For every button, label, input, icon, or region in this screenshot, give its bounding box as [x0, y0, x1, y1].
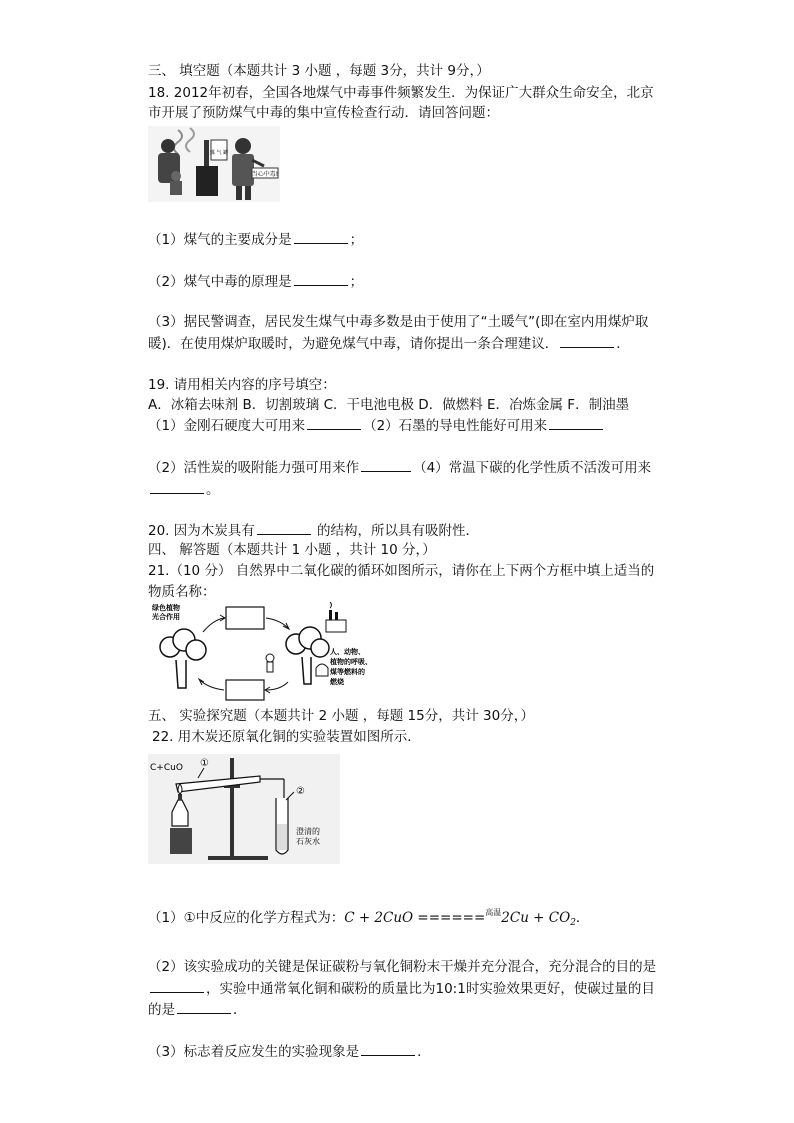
equation-lhs: C + 2CuO — [344, 910, 414, 926]
answer-blank[interactable] — [294, 230, 348, 244]
answer-blank[interactable] — [560, 334, 614, 348]
q19-part1-2: （1）金刚石硬度大可用来 （2）石墨的导电性能好可用来 — [148, 416, 605, 435]
q18-part2: （2）煤气中毒的原理是 ； — [148, 274, 364, 290]
answer-blank[interactable] — [549, 416, 603, 430]
q22-stem: 22. 用木炭还原氧化铜的实验装置如图所示． — [152, 729, 421, 745]
answer-blank[interactable] — [177, 1000, 231, 1014]
answer-blank[interactable] — [307, 416, 361, 430]
limewater-label: 澄清的石灰水 — [296, 827, 320, 846]
q21-stem-line1: 21.（10 分） 自然界中二氧化碳的循环如图所示，请你在上下两个方框中填上适当的 — [148, 563, 655, 579]
reactants-label: C+CuO — [150, 763, 183, 773]
q18-stem-line1: 18. 2012年初春，全国各地煤气中毒事件频繁发生．为保证广大群众生命安全，北京 — [148, 85, 654, 101]
section-4-title: 四、 解答题（本题共计 1 小题 ，共计 10 分，） — [148, 542, 436, 558]
q18-part3-line1: （3）据民警调查，居民发生煤气中毒多数是由于使用了“土暖气”(即在室内用煤炉取 — [148, 314, 649, 330]
answer-blank[interactable] — [294, 272, 348, 286]
q20-stem: 20. 因为木炭具有 的结构，所以具有吸附性． — [148, 523, 480, 539]
q19-stem: 19. 请用相关内容的序号填空： — [148, 377, 336, 393]
label-1: ① — [200, 758, 209, 769]
section-5-title: 五、 实验探究题（本题共计 2 小题 ，每题 15分，共计 30分，） — [148, 708, 534, 724]
q22-part3: （3）标志着反应发生的实验现象是 ． — [148, 1044, 431, 1060]
equation-arrow: ====== — [417, 910, 486, 926]
q18-figure-gas-poisoning — [148, 126, 280, 206]
q21-stem-line2: 物质名称： — [148, 584, 216, 600]
answer-blank[interactable] — [150, 480, 204, 494]
q19-part3-4: （2）活性炭的吸附能力强可用来作 （4）常温下碳的化学性质不活泼可用来 — [148, 460, 652, 476]
q18-part3-line2: 暖)．在使用煤炉取暖时，为避免煤气中毒，请你提出一条合理建议． ． — [148, 336, 630, 352]
q22-figure-apparatus — [148, 754, 340, 868]
equation-rhs: 2Cu + CO — [501, 910, 571, 926]
q22-part2-line1: （2）该实验成功的关键是保证碳粉与氧化铜粉末干燥并充分混合，充分混合的目的是 — [148, 959, 657, 975]
top-answer-box[interactable] — [226, 607, 264, 629]
q18-part1: （1）煤气的主要成分是 ； — [148, 232, 364, 248]
section-3-title: 三、 填空题（本题共计 3 小题 ，每题 3分，共计 9分，） — [148, 63, 490, 79]
q22-part2-line3: 的是 ． — [148, 1002, 247, 1018]
q21-figure-co2-cycle — [148, 602, 388, 706]
equation-condition: 高温 — [485, 908, 502, 917]
q18-stem-line2: 市开展了预防煤气中毒的集中宣传检查行动．请回答问题： — [148, 105, 499, 121]
answer-blank[interactable] — [150, 979, 204, 993]
q22-part2-line2: ，实验中通常氧化铜和碳粉的质量比为10:1时实验效果更好，使碳过量的目 — [148, 979, 655, 998]
answer-blank[interactable] — [257, 521, 311, 535]
answer-blank[interactable] — [361, 1042, 415, 1056]
q19-options: A．冰箱去味剂 B．切割玻璃 C．干电池电极 D．做燃料 E．冶炼金属 F．制油墨 — [148, 397, 630, 413]
q22-part1: （1）①中反应的化学方程式为：$C + 2CuO ======^{高温}2Cu + CO_2$． — [148, 908, 590, 928]
q19-part4-cont: 。 — [148, 480, 220, 499]
warning-label: 当心中毒! — [251, 171, 279, 178]
gas-tank-label: 煤 气 罐 — [209, 150, 229, 156]
answer-blank[interactable] — [361, 458, 411, 472]
respiration-label: 人、动物、植物的呼吸、煤等燃料的燃烧 — [330, 648, 372, 686]
bottom-answer-box[interactable] — [226, 680, 264, 700]
label-2: ② — [296, 786, 305, 797]
plant-photosynthesis-label: 绿色植物光合作用 — [152, 604, 180, 621]
